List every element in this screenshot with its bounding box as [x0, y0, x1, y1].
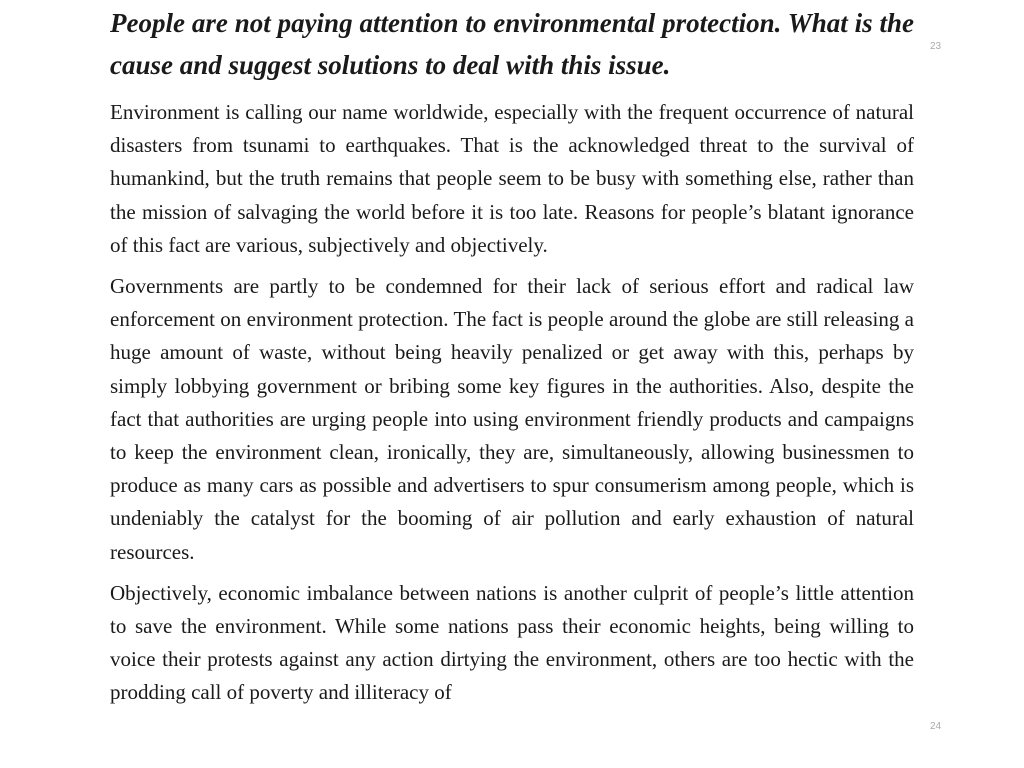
- page-number-24: 24: [930, 721, 942, 732]
- paragraph-1: Environment is calling our name worldwide, especially with the frequent occurrence of natural disasters from tsunami to earthquakes. That is the acknowledged threat to the survival of humankind, but the truth remains that people seem to be busy with something else, rather than the mission of salvaging the world before it is too late. Reasons for people’s blatant ignorance of this fact are various, subjectively and objectively.: [110, 100, 914, 257]
- paragraph-3: Objectively, economic imbalance between nations is another culprit of people’s little attention to save the environment. While some nations pass their economic heights, being willing to voice their protests against any action dirtying the environment, others are too hectic with the prodding call of poverty and illiteracy of: [110, 580, 914, 705]
- document-content: [110, 2, 914, 718]
- paragraph-2: Governments are partly to be condemned for their lack of serious effort and radical law enforcement on environment protection. The fact is people around the globe are still releasing a huge amount of waste, without being heavily penalized or get away with this, perhaps by simply lobbying government or bribing some key figures in the authorities. Also, despite the fact that authorities are urging people into using environment friendly products and campaigns to keep the environment clean, ironically, they are, simultaneously, allowing businessmen to produce as many cars as possible and advertisers to spur consumerism among people, which is undeniably the catalyst for the booming of air pollution and early exhaustion of natural resources.: [110, 274, 914, 564]
- essay-title: People are not paying attention to environmental protection. What is the cause and suggest solutions to deal with this issue.: [110, 8, 914, 80]
- page-number-23: 23: [930, 41, 942, 52]
